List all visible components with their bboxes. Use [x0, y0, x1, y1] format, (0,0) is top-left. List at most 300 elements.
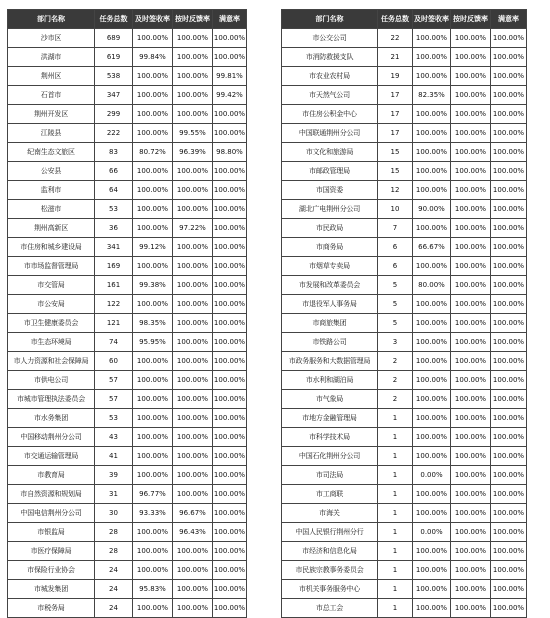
timely-sign-rate-cell: 100.00% — [413, 504, 451, 523]
table-row — [8, 599, 247, 618]
ontime-feedback-rate-cell: 100.00% — [451, 485, 491, 504]
table-row — [8, 200, 247, 219]
department-name-cell: 市农业农村局 — [282, 67, 378, 86]
table-row — [8, 276, 247, 295]
timely-sign-rate-cell: 90.00% — [413, 200, 451, 219]
timely-sign-rate-cell: 100.00% — [413, 257, 451, 276]
timely-sign-rate-cell: 100.00% — [413, 105, 451, 124]
timely-sign-rate-cell: 99.12% — [133, 238, 173, 257]
ontime-feedback-rate-cell: 100.00% — [451, 314, 491, 333]
satisfaction-rate-cell: 100.00% — [491, 599, 527, 618]
timely-sign-rate-cell: 100.00% — [413, 390, 451, 409]
ontime-feedback-rate-cell: 100.00% — [451, 162, 491, 181]
ontime-feedback-rate-cell: 100.00% — [451, 466, 491, 485]
table-row — [8, 428, 247, 447]
task-total-cell: 83 — [95, 143, 133, 162]
ontime-feedback-rate-cell: 100.00% — [173, 447, 213, 466]
timely-sign-rate-cell: 100.00% — [413, 409, 451, 428]
timely-sign-rate-cell: 100.00% — [413, 561, 451, 580]
timely-sign-rate-cell: 100.00% — [133, 86, 173, 105]
department-name-cell: 市城发集团 — [8, 580, 95, 599]
table-row — [8, 447, 247, 466]
task-total-cell: 1 — [378, 485, 413, 504]
task-total-cell: 19 — [378, 67, 413, 86]
task-total-cell: 1 — [378, 466, 413, 485]
ontime-feedback-rate-cell: 100.00% — [173, 390, 213, 409]
table-row — [282, 314, 527, 333]
department-name-cell: 中国电信荆州分公司 — [8, 504, 95, 523]
table-row — [282, 599, 527, 618]
table-row — [8, 48, 247, 67]
department-name-cell: 市城市管理执法委员会 — [8, 390, 95, 409]
table-row — [282, 86, 527, 105]
task-total-cell: 60 — [95, 352, 133, 371]
task-total-cell: 299 — [95, 105, 133, 124]
department-name-cell: 市民政局 — [282, 219, 378, 238]
table-row — [282, 257, 527, 276]
table-row — [282, 542, 527, 561]
ontime-feedback-rate-cell: 100.00% — [173, 466, 213, 485]
satisfaction-rate-cell: 100.00% — [491, 143, 527, 162]
department-name-cell: 市烟草专卖局 — [282, 257, 378, 276]
department-name-cell: 市发展和改革委员会 — [282, 276, 378, 295]
timely-sign-rate-cell: 100.00% — [413, 181, 451, 200]
satisfaction-rate-cell: 100.00% — [213, 200, 247, 219]
ontime-feedback-rate-cell: 100.00% — [173, 409, 213, 428]
task-total-cell: 17 — [378, 105, 413, 124]
satisfaction-rate-cell: 100.00% — [213, 295, 247, 314]
task-total-cell: 24 — [95, 580, 133, 599]
department-name-cell: 市地方金融管理局 — [282, 409, 378, 428]
ontime-feedback-rate-cell: 100.00% — [451, 371, 491, 390]
table-row — [8, 466, 247, 485]
ontime-feedback-rate-cell: 100.00% — [173, 257, 213, 276]
task-total-cell: 7 — [378, 219, 413, 238]
satisfaction-rate-cell: 100.00% — [213, 599, 247, 618]
satisfaction-rate-cell: 100.00% — [213, 390, 247, 409]
department-name-cell: 市商旅集团 — [282, 314, 378, 333]
table-row — [282, 409, 527, 428]
timely-sign-rate-cell: 100.00% — [133, 409, 173, 428]
satisfaction-rate-cell: 100.00% — [213, 371, 247, 390]
table-row — [282, 219, 527, 238]
department-name-cell: 荆州区 — [8, 67, 95, 86]
timely-sign-rate-cell: 100.00% — [133, 447, 173, 466]
timely-sign-rate-cell: 100.00% — [413, 162, 451, 181]
satisfaction-rate-cell: 100.00% — [213, 485, 247, 504]
satisfaction-rate-cell: 100.00% — [213, 447, 247, 466]
satisfaction-rate-cell: 100.00% — [213, 124, 247, 143]
department-name-cell: 市生态环境局 — [8, 333, 95, 352]
task-total-cell: 347 — [95, 86, 133, 105]
satisfaction-rate-cell: 100.00% — [491, 542, 527, 561]
ontime-feedback-rate-cell: 100.00% — [451, 219, 491, 238]
satisfaction-rate-cell: 100.00% — [213, 314, 247, 333]
department-name-cell: 市商务局 — [282, 238, 378, 257]
task-total-cell: 28 — [95, 542, 133, 561]
satisfaction-rate-cell: 100.00% — [491, 219, 527, 238]
table-row — [8, 352, 247, 371]
task-total-cell: 3 — [378, 333, 413, 352]
timely-sign-rate-cell: 95.95% — [133, 333, 173, 352]
task-total-cell: 538 — [95, 67, 133, 86]
timely-sign-rate-cell: 95.83% — [133, 580, 173, 599]
timely-sign-rate-cell: 100.00% — [133, 124, 173, 143]
task-total-cell: 43 — [95, 428, 133, 447]
ontime-feedback-rate-cell: 100.00% — [173, 48, 213, 67]
satisfaction-rate-cell: 100.00% — [491, 504, 527, 523]
department-name-cell: 江陵县 — [8, 124, 95, 143]
table-row — [8, 371, 247, 390]
satisfaction-rate-cell: 100.00% — [213, 162, 247, 181]
ontime-feedback-rate-cell: 100.00% — [173, 295, 213, 314]
department-name-cell: 市住房和城乡建设局 — [8, 238, 95, 257]
timely-sign-rate-cell: 100.00% — [133, 466, 173, 485]
timely-sign-rate-cell: 100.00% — [133, 29, 173, 48]
department-name-cell: 市文化和旅游局 — [282, 143, 378, 162]
table-row — [8, 333, 247, 352]
task-total-cell: 53 — [95, 409, 133, 428]
department-name-cell: 市消防救援支队 — [282, 48, 378, 67]
department-name-cell: 洪湖市 — [8, 48, 95, 67]
table-row — [8, 580, 247, 599]
department-name-cell: 市气象局 — [282, 390, 378, 409]
ontime-feedback-rate-cell: 99.55% — [173, 124, 213, 143]
task-total-cell: 10 — [378, 200, 413, 219]
table-row — [282, 67, 527, 86]
satisfaction-rate-cell: 100.00% — [213, 542, 247, 561]
ontime-feedback-rate-cell: 100.00% — [451, 447, 491, 466]
satisfaction-rate-cell: 100.00% — [213, 352, 247, 371]
ontime-feedback-rate-cell: 100.00% — [451, 238, 491, 257]
timely-sign-rate-cell: 100.00% — [413, 124, 451, 143]
table-row — [8, 238, 247, 257]
table-row — [282, 124, 527, 143]
timely-sign-rate-cell: 100.00% — [413, 352, 451, 371]
department-name-cell: 监利市 — [8, 181, 95, 200]
satisfaction-rate-cell: 100.00% — [491, 561, 527, 580]
table-row — [282, 390, 527, 409]
table-row — [282, 447, 527, 466]
ontime-feedback-rate-cell: 100.00% — [451, 200, 491, 219]
ontime-feedback-rate-cell: 100.00% — [173, 599, 213, 618]
timely-sign-rate-cell: 82.35% — [413, 86, 451, 105]
table-row — [8, 124, 247, 143]
ontime-feedback-rate-cell: 100.00% — [173, 276, 213, 295]
table-row — [282, 143, 527, 162]
department-name-cell: 市政务服务和大数据管理局 — [282, 352, 378, 371]
ontime-feedback-rate-cell: 100.00% — [451, 48, 491, 67]
task-total-cell: 64 — [95, 181, 133, 200]
task-total-cell: 6 — [378, 257, 413, 276]
satisfaction-rate-cell: 100.00% — [213, 504, 247, 523]
satisfaction-rate-cell: 100.00% — [213, 276, 247, 295]
ontime-feedback-rate-cell: 100.00% — [451, 276, 491, 295]
ontime-feedback-rate-cell: 100.00% — [173, 485, 213, 504]
table-row — [8, 181, 247, 200]
ontime-feedback-rate-cell: 100.00% — [173, 333, 213, 352]
department-name-cell: 中国移动荆州分公司 — [8, 428, 95, 447]
header-department-name: 部门名称 — [282, 10, 378, 29]
table-row — [282, 181, 527, 200]
satisfaction-rate-cell: 100.00% — [213, 523, 247, 542]
satisfaction-rate-cell: 100.00% — [213, 257, 247, 276]
ontime-feedback-rate-cell: 100.00% — [173, 238, 213, 257]
satisfaction-rate-cell: 98.80% — [213, 143, 247, 162]
task-total-cell: 5 — [378, 314, 413, 333]
ontime-feedback-rate-cell: 100.00% — [173, 162, 213, 181]
timely-sign-rate-cell: 100.00% — [133, 390, 173, 409]
table-row — [282, 29, 527, 48]
table-row — [282, 504, 527, 523]
ontime-feedback-rate-cell: 96.39% — [173, 143, 213, 162]
table-row — [8, 67, 247, 86]
table-row — [282, 162, 527, 181]
department-name-cell: 市经济和信息化局 — [282, 542, 378, 561]
timely-sign-rate-cell: 100.00% — [413, 67, 451, 86]
ontime-feedback-rate-cell: 100.00% — [451, 390, 491, 409]
timely-sign-rate-cell: 99.84% — [133, 48, 173, 67]
satisfaction-rate-cell: 100.00% — [491, 333, 527, 352]
satisfaction-rate-cell: 100.00% — [213, 561, 247, 580]
satisfaction-rate-cell: 100.00% — [213, 48, 247, 67]
table-row — [282, 371, 527, 390]
task-total-cell: 15 — [378, 162, 413, 181]
task-total-cell: 341 — [95, 238, 133, 257]
timely-sign-rate-cell: 100.00% — [133, 371, 173, 390]
department-name-cell: 市工商联 — [282, 485, 378, 504]
table-row — [282, 276, 527, 295]
satisfaction-rate-cell: 100.00% — [213, 409, 247, 428]
task-total-cell: 36 — [95, 219, 133, 238]
task-total-cell: 161 — [95, 276, 133, 295]
satisfaction-rate-cell: 100.00% — [491, 238, 527, 257]
task-total-cell: 1 — [378, 447, 413, 466]
table-row — [8, 219, 247, 238]
ontime-feedback-rate-cell: 100.00% — [173, 67, 213, 86]
header-satisfaction-rate: 满意率 — [213, 10, 247, 29]
ontime-feedback-rate-cell: 100.00% — [173, 428, 213, 447]
timely-sign-rate-cell: 100.00% — [413, 295, 451, 314]
department-name-cell: 市市场监督管理局 — [8, 257, 95, 276]
satisfaction-rate-cell: 100.00% — [213, 580, 247, 599]
task-total-cell: 2 — [378, 371, 413, 390]
timely-sign-rate-cell: 100.00% — [413, 447, 451, 466]
satisfaction-rate-cell: 100.00% — [213, 219, 247, 238]
task-total-cell: 1 — [378, 409, 413, 428]
ontime-feedback-rate-cell: 100.00% — [173, 542, 213, 561]
table-row — [282, 428, 527, 447]
department-name-cell: 市保险行业协会 — [8, 561, 95, 580]
satisfaction-rate-cell: 100.00% — [213, 466, 247, 485]
timely-sign-rate-cell: 80.00% — [413, 276, 451, 295]
task-total-cell: 619 — [95, 48, 133, 67]
department-name-cell: 市总工会 — [282, 599, 378, 618]
table-row — [282, 295, 527, 314]
timely-sign-rate-cell: 100.00% — [133, 105, 173, 124]
table-row — [8, 314, 247, 333]
satisfaction-rate-cell: 100.00% — [491, 181, 527, 200]
task-total-cell: 74 — [95, 333, 133, 352]
task-total-cell: 1 — [378, 523, 413, 542]
timely-sign-rate-cell: 100.00% — [133, 67, 173, 86]
task-total-cell: 1 — [378, 599, 413, 618]
header-row — [8, 10, 247, 29]
ontime-feedback-rate-cell: 100.00% — [451, 67, 491, 86]
timely-sign-rate-cell: 100.00% — [413, 29, 451, 48]
table-row — [8, 162, 247, 181]
task-total-cell: 24 — [95, 561, 133, 580]
ontime-feedback-rate-cell: 100.00% — [451, 599, 491, 618]
department-name-cell: 市科学技术局 — [282, 428, 378, 447]
timely-sign-rate-cell: 100.00% — [413, 599, 451, 618]
table-row — [282, 580, 527, 599]
header-task-total: 任务总数 — [95, 10, 133, 29]
task-total-cell: 17 — [378, 124, 413, 143]
satisfaction-rate-cell: 100.00% — [491, 67, 527, 86]
table-row — [282, 485, 527, 504]
ontime-feedback-rate-cell: 96.67% — [173, 504, 213, 523]
department-name-cell: 市住房公积金中心 — [282, 105, 378, 124]
task-total-cell: 57 — [95, 371, 133, 390]
timely-sign-rate-cell: 100.00% — [133, 200, 173, 219]
department-name-cell: 市天然气公司 — [282, 86, 378, 105]
table-row — [8, 504, 247, 523]
ontime-feedback-rate-cell: 100.00% — [173, 86, 213, 105]
department-name-cell: 市人力资源和社会保障局 — [8, 352, 95, 371]
department-name-cell: 市海关 — [282, 504, 378, 523]
table-row — [8, 295, 247, 314]
table-row — [282, 523, 527, 542]
task-total-cell: 222 — [95, 124, 133, 143]
header-task-total: 任务总数 — [378, 10, 413, 29]
ontime-feedback-rate-cell: 100.00% — [451, 105, 491, 124]
table-row — [8, 143, 247, 162]
satisfaction-rate-cell: 100.00% — [491, 352, 527, 371]
timely-sign-rate-cell: 100.00% — [413, 143, 451, 162]
ontime-feedback-rate-cell: 100.00% — [173, 29, 213, 48]
satisfaction-rate-cell: 100.00% — [491, 29, 527, 48]
table-row — [8, 485, 247, 504]
task-total-cell: 31 — [95, 485, 133, 504]
table-row — [282, 333, 527, 352]
department-name-cell: 市铁路公司 — [282, 333, 378, 352]
satisfaction-rate-cell: 100.00% — [491, 580, 527, 599]
table-row — [8, 29, 247, 48]
satisfaction-rate-cell: 100.00% — [213, 181, 247, 200]
ontime-feedback-rate-cell: 100.00% — [173, 200, 213, 219]
task-total-cell: 122 — [95, 295, 133, 314]
timely-sign-rate-cell: 100.00% — [133, 542, 173, 561]
table-row — [8, 542, 247, 561]
satisfaction-rate-cell: 100.00% — [491, 314, 527, 333]
task-total-cell: 1 — [378, 561, 413, 580]
header-timely-sign-rate: 及时签收率 — [133, 10, 173, 29]
timely-sign-rate-cell: 66.67% — [413, 238, 451, 257]
satisfaction-rate-cell: 100.00% — [491, 523, 527, 542]
satisfaction-rate-cell: 100.00% — [213, 105, 247, 124]
ontime-feedback-rate-cell: 100.00% — [451, 257, 491, 276]
ontime-feedback-rate-cell: 96.43% — [173, 523, 213, 542]
satisfaction-rate-cell: 100.00% — [213, 29, 247, 48]
department-name-cell: 市国资委 — [282, 181, 378, 200]
ontime-feedback-rate-cell: 100.00% — [451, 409, 491, 428]
timely-sign-rate-cell: 100.00% — [133, 599, 173, 618]
timely-sign-rate-cell: 100.00% — [133, 181, 173, 200]
task-total-cell: 17 — [378, 86, 413, 105]
table-row — [8, 257, 247, 276]
timely-sign-rate-cell: 80.72% — [133, 143, 173, 162]
ontime-feedback-rate-cell: 100.00% — [451, 542, 491, 561]
task-total-cell: 2 — [378, 390, 413, 409]
task-total-cell: 2 — [378, 352, 413, 371]
left-table-body — [8, 29, 247, 618]
satisfaction-rate-cell: 100.00% — [491, 162, 527, 181]
header-timely-sign-rate: 及时签收率 — [413, 10, 451, 29]
table-row — [282, 466, 527, 485]
department-name-cell: 石首市 — [8, 86, 95, 105]
department-name-cell: 市医疗保障局 — [8, 542, 95, 561]
department-name-cell: 市水利和湖泊局 — [282, 371, 378, 390]
task-total-cell: 1 — [378, 542, 413, 561]
timely-sign-rate-cell: 100.00% — [413, 485, 451, 504]
satisfaction-rate-cell: 100.00% — [491, 485, 527, 504]
department-name-cell: 沙市区 — [8, 29, 95, 48]
task-total-cell: 22 — [378, 29, 413, 48]
task-total-cell: 5 — [378, 276, 413, 295]
ontime-feedback-rate-cell: 100.00% — [451, 352, 491, 371]
satisfaction-rate-cell: 99.81% — [213, 67, 247, 86]
timely-sign-rate-cell: 99.38% — [133, 276, 173, 295]
table-row — [282, 352, 527, 371]
department-name-cell: 中国联通荆州分公司 — [282, 124, 378, 143]
ontime-feedback-rate-cell: 97.22% — [173, 219, 213, 238]
header-ontime-feedback-rate: 按时反馈率 — [173, 10, 213, 29]
ontime-feedback-rate-cell: 100.00% — [173, 371, 213, 390]
ontime-feedback-rate-cell: 100.00% — [451, 181, 491, 200]
ontime-feedback-rate-cell: 100.00% — [451, 124, 491, 143]
satisfaction-rate-cell: 100.00% — [491, 409, 527, 428]
table-row — [282, 105, 527, 124]
task-total-cell: 1 — [378, 580, 413, 599]
timely-sign-rate-cell: 100.00% — [413, 48, 451, 67]
table-row — [282, 200, 527, 219]
satisfaction-rate-cell: 100.00% — [491, 200, 527, 219]
timely-sign-rate-cell: 100.00% — [413, 219, 451, 238]
department-name-cell: 荆州高新区 — [8, 219, 95, 238]
timely-sign-rate-cell: 96.77% — [133, 485, 173, 504]
timely-sign-rate-cell: 100.00% — [413, 542, 451, 561]
ontime-feedback-rate-cell: 100.00% — [173, 105, 213, 124]
department-name-cell: 市交通运输管理局 — [8, 447, 95, 466]
task-total-cell: 5 — [378, 295, 413, 314]
satisfaction-rate-cell: 100.00% — [491, 276, 527, 295]
satisfaction-rate-cell: 100.00% — [491, 447, 527, 466]
department-name-cell: 市供电公司 — [8, 371, 95, 390]
satisfaction-rate-cell: 100.00% — [213, 238, 247, 257]
department-name-cell: 湖北广电荆州分公司 — [282, 200, 378, 219]
right-table-body — [282, 29, 527, 618]
header-satisfaction-rate: 满意率 — [491, 10, 527, 29]
department-name-cell: 市司法局 — [282, 466, 378, 485]
satisfaction-rate-cell: 100.00% — [491, 390, 527, 409]
satisfaction-rate-cell: 100.00% — [491, 371, 527, 390]
department-name-cell: 松滋市 — [8, 200, 95, 219]
department-name-cell: 纪南生态文旅区 — [8, 143, 95, 162]
department-name-cell: 市公交公司 — [282, 29, 378, 48]
satisfaction-rate-cell: 100.00% — [491, 295, 527, 314]
ontime-feedback-rate-cell: 100.00% — [451, 523, 491, 542]
